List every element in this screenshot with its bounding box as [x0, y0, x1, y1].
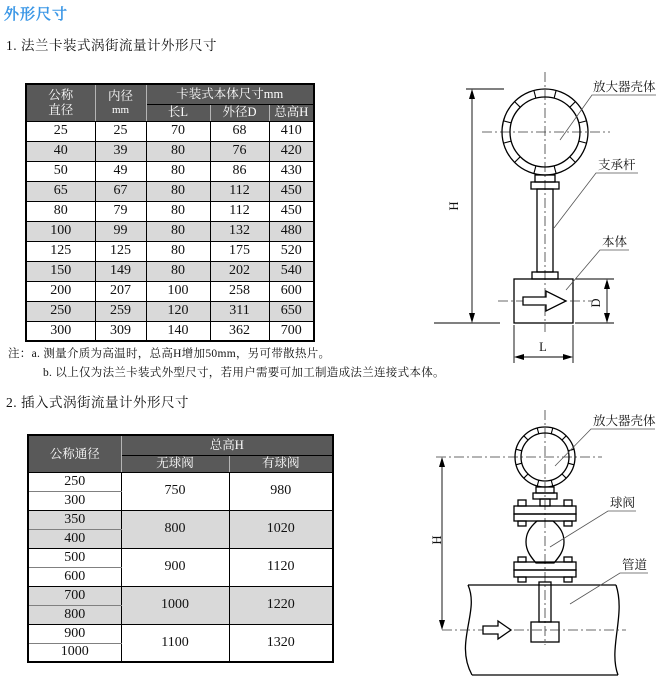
table-cell: 250 [26, 301, 95, 321]
flange-bolt [564, 577, 572, 582]
table-cell: 79 [95, 201, 146, 221]
dimension-label-h: H [430, 535, 444, 545]
leader-line [554, 173, 638, 228]
column-header: 无球阀 [121, 455, 229, 472]
table-cell: 259 [95, 301, 146, 321]
table-row [26, 241, 314, 261]
flange-dimension-table [25, 83, 315, 342]
leader-line [560, 95, 656, 140]
table-cell: 250 [28, 472, 121, 491]
table-header [28, 435, 333, 472]
flange-bolt [564, 500, 572, 506]
column-group-header: 总高H [121, 435, 333, 455]
flange-table-body [26, 121, 314, 341]
table-cell: 800 [28, 605, 121, 624]
table-cell: 86 [210, 161, 269, 181]
table-cell: 1320 [229, 624, 333, 662]
table-cell: 700 [269, 321, 314, 341]
table-cell: 200 [26, 281, 95, 301]
table-header [26, 84, 314, 121]
flange-bolt [564, 557, 572, 562]
flow-direction-arrow [523, 291, 566, 311]
table-cell: 520 [269, 241, 314, 261]
table-cell: 600 [28, 567, 121, 586]
table-cell: 980 [229, 472, 333, 510]
flange-bolt [518, 577, 526, 582]
dimension-label-h: H [447, 201, 461, 211]
table-cell: 99 [95, 221, 146, 241]
table-cell: 430 [269, 161, 314, 181]
table-cell: 362 [210, 321, 269, 341]
table-cell: 50 [26, 161, 95, 181]
table-cell: 80 [146, 201, 210, 221]
column-header: 有球阀 [229, 455, 333, 472]
table-cell: 450 [269, 201, 314, 221]
table-cell: 80 [146, 241, 210, 261]
table-cell: 450 [269, 181, 314, 201]
table-cell: 540 [269, 261, 314, 281]
table-cell: 120 [146, 301, 210, 321]
table-cell: 140 [146, 321, 210, 341]
table-cell: 67 [95, 181, 146, 201]
table-cell: 65 [26, 181, 95, 201]
table-cell: 100 [26, 221, 95, 241]
table-cell: 750 [121, 472, 229, 510]
table-row [26, 301, 314, 321]
table-row [26, 261, 314, 281]
table-cell: 1020 [229, 510, 333, 548]
table-cell: 900 [121, 548, 229, 586]
column-header: 总高H [269, 104, 314, 121]
table-cell: 40 [26, 141, 95, 161]
insertion-type-diagram [430, 400, 663, 683]
column-header: 公称 直径 [26, 84, 95, 121]
leader-line [550, 511, 636, 547]
table-cell: 175 [210, 241, 269, 261]
table-row [28, 510, 333, 529]
column-header: 公称通径 [28, 435, 121, 472]
table-cell: 800 [121, 510, 229, 548]
column-header: 内径 mm [95, 84, 146, 121]
table-cell: 400 [28, 529, 121, 548]
table-cell: 125 [95, 241, 146, 261]
label-body: 本体 [602, 235, 628, 249]
table-cell: 70 [146, 121, 210, 141]
insertion-dimension-table [27, 434, 334, 663]
table-cell: 150 [26, 261, 95, 281]
table-row [26, 281, 314, 301]
leader-line [566, 250, 629, 290]
table-row [28, 548, 333, 567]
table-row [28, 624, 333, 643]
table-cell: 1000 [28, 643, 121, 662]
table-cell: 300 [26, 321, 95, 341]
table-cell: 700 [28, 586, 121, 605]
table-cell: 112 [210, 181, 269, 201]
leader-line [555, 429, 655, 466]
note-a: 注：a. 测量介质为高温时，总高H增加50mm，另可带散热片。 [8, 348, 331, 360]
table-cell: 600 [269, 281, 314, 301]
table-cell: 480 [269, 221, 314, 241]
column-group-header: 卡装式本体尺寸mm [146, 84, 314, 104]
table-cell: 25 [95, 121, 146, 141]
table-row [26, 121, 314, 141]
table-cell: 207 [95, 281, 146, 301]
column-header: 长L [146, 104, 210, 121]
table-cell: 80 [146, 221, 210, 241]
table-cell: 149 [95, 261, 146, 281]
table-row [26, 221, 314, 241]
dimension-label-d: D [589, 298, 603, 308]
table-cell: 80 [26, 201, 95, 221]
table-row [28, 586, 333, 605]
label-support-rod: 支承杆 [598, 158, 636, 172]
note-b: b. 以上仅为法兰卡装式外型尺寸，若用户需要可加工制造成法兰连接式本体。 [43, 367, 445, 379]
dimension-label-l: L [539, 340, 547, 354]
table-cell: 39 [95, 141, 146, 161]
flange-bolt [564, 521, 572, 526]
column-header: 外径D [210, 104, 269, 121]
table-row [28, 472, 333, 491]
table-cell: 650 [269, 301, 314, 321]
flow-direction-arrow [483, 621, 511, 639]
table-cell: 350 [28, 510, 121, 529]
page-title: 外形尺寸 [4, 6, 69, 23]
table-cell: 258 [210, 281, 269, 301]
table-cell: 49 [95, 161, 146, 181]
table-cell: 25 [26, 121, 95, 141]
table-row [26, 201, 314, 221]
section2-heading: 2. 插入式涡街流量计外形尺寸 [6, 395, 189, 410]
label-pipe: 管道 [622, 558, 648, 572]
flange-bolt [518, 557, 526, 562]
table-row [26, 161, 314, 181]
table-cell: 900 [28, 624, 121, 643]
label-ball-valve: 球阀 [610, 496, 636, 510]
flange-bolt [518, 500, 526, 506]
flange-bolt [518, 521, 526, 526]
table-cell: 1000 [121, 586, 229, 624]
table-row [26, 321, 314, 341]
table-cell: 410 [269, 121, 314, 141]
table-cell: 500 [28, 548, 121, 567]
leader-line [570, 573, 648, 604]
table-cell: 1220 [229, 586, 333, 624]
flange-type-diagram [430, 60, 663, 380]
table-cell: 68 [210, 121, 269, 141]
table-row [26, 141, 314, 161]
table-cell: 1120 [229, 548, 333, 586]
table-cell: 125 [26, 241, 95, 261]
table-cell: 132 [210, 221, 269, 241]
table-cell: 80 [146, 261, 210, 281]
table-cell: 80 [146, 141, 210, 161]
insertion-table-body [28, 472, 333, 662]
table-cell: 300 [28, 491, 121, 510]
table-cell: 420 [269, 141, 314, 161]
table-cell: 80 [146, 161, 210, 181]
table-cell: 100 [146, 281, 210, 301]
table-cell: 1100 [121, 624, 229, 662]
table-cell: 309 [95, 321, 146, 341]
table-cell: 311 [210, 301, 269, 321]
table-cell: 202 [210, 261, 269, 281]
table-cell: 80 [146, 181, 210, 201]
label-amplifier-housing: 放大器壳体 [593, 80, 656, 94]
table-cell: 112 [210, 201, 269, 221]
table-cell: 76 [210, 141, 269, 161]
section1-heading: 1. 法兰卡装式涡街流量计外形尺寸 [6, 38, 217, 53]
label-amplifier-housing: 放大器壳体 [593, 414, 656, 428]
table-row [26, 181, 314, 201]
